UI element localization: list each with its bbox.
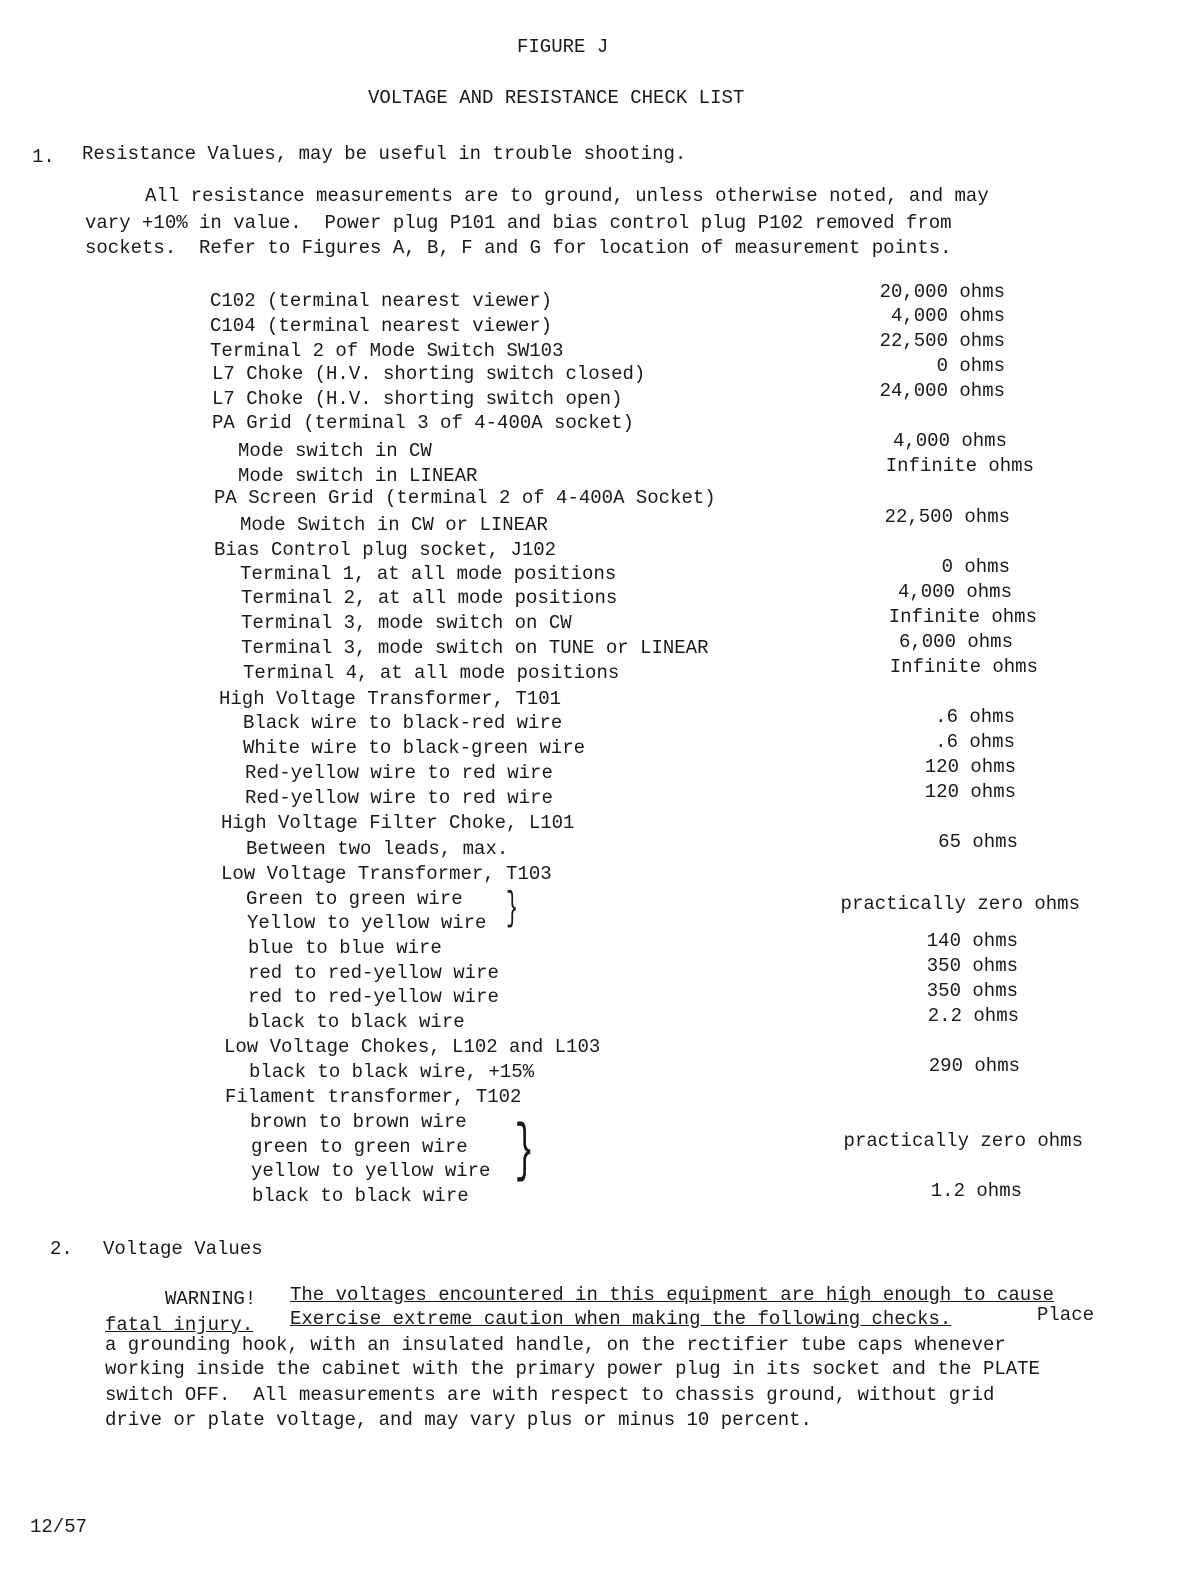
resistance-value: 350 ohms [926, 955, 1018, 977]
measurement-point: Mode switch in LINEAR [238, 465, 478, 487]
body-line: working inside the cabinet with the primary power plug in its socket and the PLATE [105, 1358, 1040, 1380]
resistance-value: 22,500 ohms [884, 506, 1010, 528]
section-heading: Voltage Values [103, 1238, 263, 1260]
measurement-point: Between two leads, max. [246, 838, 509, 860]
brace: } [514, 1116, 534, 1188]
measurement-point: L7 Choke (H.V. shorting switch closed) [212, 363, 646, 385]
resistance-value: 65 ohms [938, 831, 1018, 853]
intro-line: sockets. Refer to Figures A, B, F and G for location of measurement points. [85, 237, 952, 259]
resistance-value: 140 ohms [926, 930, 1018, 952]
resistance-value: 1.2 ohms [930, 1180, 1022, 1202]
page-title: VOLTAGE AND RESISTANCE CHECK LIST [368, 87, 745, 109]
measurement-point: yellow to yellow wire [251, 1160, 491, 1182]
measurement-point: Black wire to black-red wire [243, 712, 563, 734]
measurement-point: C102 (terminal nearest viewer) [210, 290, 553, 312]
resistance-value: 24,000 ohms [879, 380, 1005, 402]
body-line: switch OFF. All measurements are with respect to chassis ground, without grid [105, 1384, 995, 1406]
measurement-point: Low Voltage Chokes, L102 and L103 [224, 1036, 601, 1058]
resistance-value: 120 ohms [924, 756, 1016, 778]
measurement-point: black to black wire [252, 1185, 469, 1207]
measurement-point: High Voltage Transformer, T101 [219, 688, 562, 710]
measurement-point: Red-yellow wire to red wire [245, 787, 553, 809]
measurement-point: PA Grid (terminal 3 of 4-400A socket) [212, 412, 634, 434]
measurement-point: PA Screen Grid (terminal 2 of 4-400A Socket) [214, 487, 716, 509]
measurement-point: Filament transformer, T102 [225, 1086, 522, 1108]
measurement-point: Red-yellow wire to red wire [245, 762, 553, 784]
measurement-point: black to black wire [248, 1011, 465, 1033]
measurement-point: Mode Switch in CW or LINEAR [240, 514, 548, 536]
measurement-point: Yellow to yellow wire [247, 912, 487, 934]
resistance-value: .6 ohms [935, 731, 1015, 753]
measurement-point: C104 (terminal nearest viewer) [210, 315, 553, 337]
resistance-value: 22,500 ohms [879, 330, 1005, 352]
measurement-point: Terminal 2, at all mode positions [241, 587, 618, 609]
section-number: 2. [50, 1238, 73, 1260]
intro-line: vary +10% in value. Power plug P101 and bias control plug P102 removed from [85, 212, 952, 234]
warning-line: Place [1037, 1304, 1095, 1326]
page-date: 12/57 [30, 1516, 88, 1538]
resistance-value: 4,000 ohms [897, 581, 1012, 603]
section-number: 1. [32, 146, 55, 168]
measurement-point: Terminal 2 of Mode Switch SW103 [210, 340, 564, 362]
resistance-value: 0 ohms [936, 355, 1005, 377]
resistance-value: Infinite ohms [885, 455, 1034, 477]
measurement-point: Terminal 1, at all mode positions [240, 563, 617, 585]
resistance-value: 2.2 ohms [927, 1005, 1019, 1027]
measurement-point: green to green wire [251, 1136, 468, 1158]
resistance-value: .6 ohms [935, 706, 1015, 728]
measurement-point: Mode switch in CW [238, 440, 432, 462]
measurement-point: Terminal 3, mode switch on CW [241, 612, 572, 634]
measurement-point: brown to brown wire [250, 1111, 467, 1133]
resistance-value: 0 ohms [941, 556, 1010, 578]
measurement-point: Green to green wire [246, 888, 463, 910]
resistance-value: practically zero ohms [840, 893, 1080, 915]
resistance-value: 290 ohms [928, 1055, 1020, 1077]
section-heading: Resistance Values, may be useful in trouble shooting. [82, 143, 687, 165]
measurement-point: blue to blue wire [248, 937, 442, 959]
resistance-value: Infinite ohms [889, 656, 1038, 678]
resistance-value: 4,000 ohms [892, 430, 1007, 452]
body-line: a grounding hook, with an insulated handle, on the rectifier tube caps whenever [105, 1334, 1006, 1356]
figure-label: FIGURE J [517, 36, 609, 58]
resistance-value: 350 ohms [926, 980, 1018, 1002]
measurement-point: Terminal 3, mode switch on TUNE or LINEAR [241, 637, 709, 659]
measurement-point: black to black wire, +15% [249, 1061, 535, 1083]
warning-text: The voltages encountered in this equipment are high enough to cause [290, 1284, 1054, 1306]
intro-line: All resistance measurements are to ground, unless otherwise noted, and may [145, 185, 989, 207]
measurement-point: High Voltage Filter Choke, L101 [221, 812, 575, 834]
measurement-point: White wire to black-green wire [243, 737, 586, 759]
resistance-value: 20,000 ohms [879, 281, 1005, 303]
resistance-value: 4,000 ohms [890, 305, 1005, 327]
resistance-value: Infinite ohms [888, 606, 1037, 628]
resistance-value: 120 ohms [924, 781, 1016, 803]
measurement-point: Terminal 4, at all mode positions [243, 662, 620, 684]
measurement-point: Bias Control plug socket, J102 [214, 539, 557, 561]
resistance-value: 6,000 ohms [898, 631, 1013, 653]
body-line: drive or plate voltage, and may vary plus or minus 10 percent. [105, 1409, 812, 1431]
warning-label: WARNING! [165, 1288, 257, 1310]
warning-line: Exercise extreme caution when making the following checks. [290, 1308, 952, 1330]
measurement-point: Low Voltage Transformer, T103 [221, 863, 552, 885]
warning-line: fatal injury. [105, 1314, 254, 1336]
resistance-value: practically zero ohms [843, 1130, 1083, 1152]
brace: } [506, 887, 519, 932]
measurement-point: red to red-yellow wire [248, 986, 499, 1008]
measurement-point: red to red-yellow wire [248, 962, 499, 984]
measurement-point: L7 Choke (H.V. shorting switch open) [212, 388, 623, 410]
